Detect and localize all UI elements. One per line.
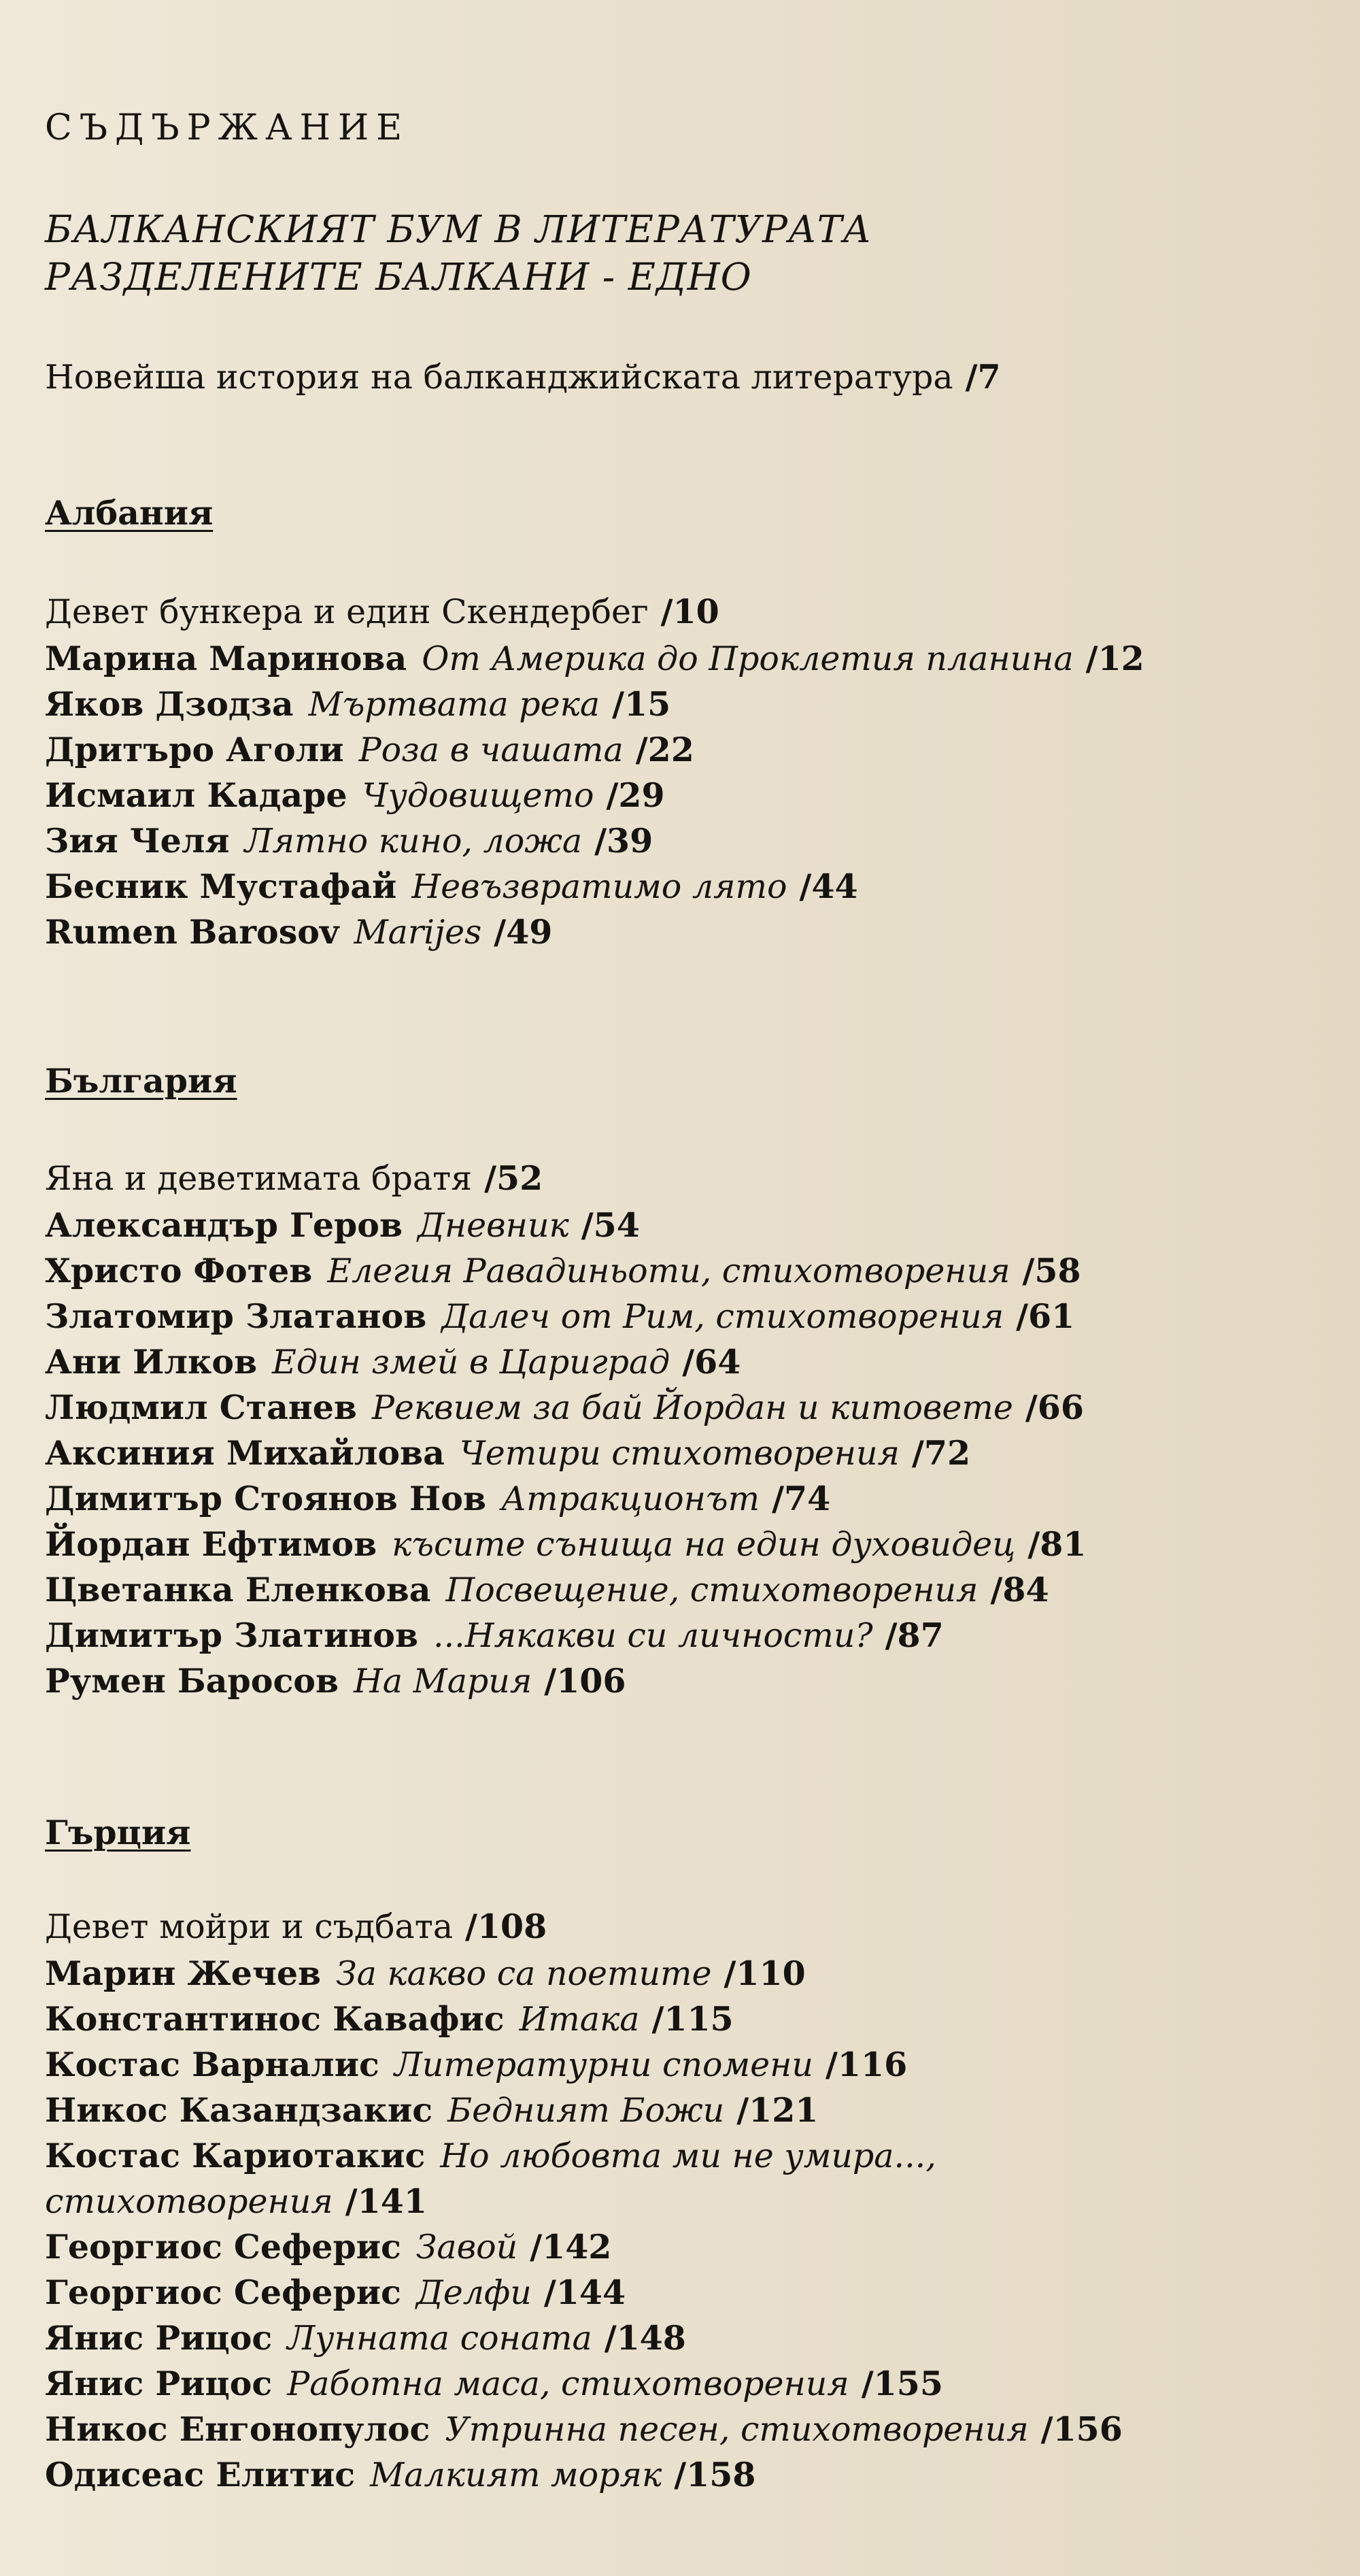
page-number: /72 xyxy=(911,1433,971,1473)
page-number: /158 xyxy=(674,2455,756,2494)
entry-author: Никос Казандзакис xyxy=(45,2090,433,2130)
page-number: /44 xyxy=(799,867,858,906)
entry-author: Одисеас Елитис xyxy=(45,2455,356,2494)
entry-title: Елегия Равадиньоти, стихотворения xyxy=(327,1252,1010,1290)
toc-entry xyxy=(45,1297,1074,1336)
page-number: /148 xyxy=(604,2318,686,2358)
page-number: /61 xyxy=(1016,1297,1075,1336)
entry-title: Завой xyxy=(415,2228,518,2266)
page-number: /155 xyxy=(861,2364,943,2403)
toc-entry xyxy=(45,2409,1123,2449)
entry-author: Цветанка Еленкова xyxy=(45,1570,431,1609)
entry-title: Атракционът xyxy=(501,1479,760,1518)
page-number: /58 xyxy=(1022,1251,1081,1290)
page-number: /156 xyxy=(1040,2409,1123,2449)
intro-entry xyxy=(45,357,1001,397)
page-number: /87 xyxy=(885,1616,944,1655)
entry-author: Аксиния Михайлова xyxy=(45,1433,445,1473)
page-number: /39 xyxy=(594,821,653,860)
entry-title: късите сънища на един духовидец xyxy=(392,1525,1016,1564)
entry-title: ...Някакви си личности? xyxy=(433,1616,873,1655)
entry-title: Посвещение, стихотворения xyxy=(445,1571,979,1609)
toc-entry xyxy=(45,2045,907,2084)
entry-author: Никос Енгонопулос xyxy=(45,2409,430,2449)
subtitle-line-2: РАЗДЕЛЕНИТЕ БАЛКАНИ - ЕДНО xyxy=(45,255,752,299)
entry-author: Георгиос Сеферис xyxy=(45,2227,401,2266)
page-title: СЪДЪРЖАНИЕ xyxy=(45,107,410,148)
toc-entry xyxy=(45,1999,734,2039)
page-number: /144 xyxy=(543,2273,626,2312)
page-number: /142 xyxy=(530,2227,612,2266)
toc-entry xyxy=(45,2364,943,2403)
page-number: /74 xyxy=(772,1479,831,1518)
toc-entry xyxy=(45,1433,970,1473)
toc-entry xyxy=(45,2455,755,2494)
page-number: /141 xyxy=(345,2181,427,2221)
page-number: /84 xyxy=(990,1570,1049,1609)
toc-entry xyxy=(45,1388,1084,1427)
entry-title: Реквием за бай Йордан и китовете xyxy=(371,1388,1013,1427)
toc-entry xyxy=(45,775,665,815)
entry-title: Малкият моряк xyxy=(370,2456,662,2494)
entry-author: Зия Челя xyxy=(45,821,230,860)
entry-author: Димитър Златинов xyxy=(45,1616,419,1655)
page-number: /52 xyxy=(484,1158,543,1198)
toc-entry xyxy=(45,684,670,724)
entry-title: Яна и деветимата братя xyxy=(45,1159,473,1198)
section-intro xyxy=(45,1158,543,1198)
entry-title: Девет бункера и един Скендербег xyxy=(45,592,649,631)
toc-entry xyxy=(45,2090,818,2130)
page-number: /115 xyxy=(651,1999,734,2039)
entry-author: Костас Кариотакис xyxy=(45,2136,426,2175)
section-intro xyxy=(45,1907,547,1946)
page-number: /29 xyxy=(606,775,665,815)
entry-title: Четири стихотворения xyxy=(459,1434,900,1473)
entry-author: Бесник Мустафай xyxy=(45,867,397,906)
entry-author: Исмаил Кадаре xyxy=(45,775,347,815)
toc-entry xyxy=(45,867,858,906)
entry-author: Янис Рицос xyxy=(45,2364,273,2403)
page-number: /110 xyxy=(724,1954,806,1993)
page-number: /116 xyxy=(826,2045,908,2084)
toc-entry xyxy=(45,1524,1086,1564)
toc-entry xyxy=(45,2136,949,2175)
entry-title: Далеч от Рим, стихотворения xyxy=(441,1297,1004,1336)
entry-title: От Америка до Проклетия планина xyxy=(422,639,1074,678)
entry-author: Дритъро Аголи xyxy=(45,730,344,769)
entry-title: На Мария xyxy=(354,1662,532,1701)
entry-title: Marijes xyxy=(354,913,482,952)
entry-title: Новейша история на балканджийската литература xyxy=(45,358,953,397)
toc-entry xyxy=(45,2318,686,2358)
entry-title: За какво са поетите xyxy=(336,1954,712,1993)
entry-author: Марина Маринова xyxy=(45,639,407,678)
page-number: /81 xyxy=(1027,1524,1087,1564)
entry-title: Роза в чашата xyxy=(358,731,624,769)
entry-title: Итака xyxy=(519,2000,640,2039)
entry-title: Но любовта ми не умира..., xyxy=(440,2137,936,2175)
entry-title: Лунната соната xyxy=(287,2319,592,2358)
entry-author: Румен Баросов xyxy=(45,1661,339,1701)
page-number: /64 xyxy=(682,1342,741,1382)
page-number: /15 xyxy=(612,684,671,724)
toc-entry xyxy=(45,1661,626,1701)
page-number: /108 xyxy=(465,1907,547,1946)
entry-title: Работна маса, стихотворения xyxy=(287,2364,849,2403)
entry-author: Йордан Ефтимов xyxy=(45,1524,377,1564)
toc-entry xyxy=(45,912,552,952)
toc-entry xyxy=(45,2227,611,2266)
entry-title: Чудовището xyxy=(362,776,594,815)
entry-author: Марин Жечев xyxy=(45,1954,322,1993)
entry-title: стихотворения xyxy=(45,2182,333,2221)
entry-title: Девет мойри и съдбата xyxy=(45,1907,454,1946)
toc-entry xyxy=(45,639,1144,678)
page-number: /66 xyxy=(1025,1388,1084,1427)
page-number: /10 xyxy=(660,592,719,631)
page-number: /22 xyxy=(635,730,694,769)
page-number: /7 xyxy=(965,357,1001,397)
entry-author: Константинос Кавафис xyxy=(45,1999,505,2039)
entry-author: Янис Рицос xyxy=(45,2318,273,2358)
toc-entry xyxy=(45,1342,741,1382)
toc-entry xyxy=(45,1479,830,1518)
page-number: /121 xyxy=(736,2090,819,2130)
page-number: /12 xyxy=(1085,639,1144,678)
entry-title: Дневник xyxy=(418,1206,569,1245)
toc-entry xyxy=(45,1954,806,1993)
toc-entry xyxy=(45,730,694,769)
toc-entry xyxy=(45,1570,1049,1609)
entry-author: Ани Илков xyxy=(45,1342,258,1382)
entry-author: Георгиос Сеферис xyxy=(45,2273,401,2312)
entry-title: Делфи xyxy=(415,2273,532,2312)
entry-title: Невъзвратимо лято xyxy=(411,867,787,906)
toc-entry xyxy=(45,1205,640,1245)
entry-title: Един змей в Цариград xyxy=(272,1343,670,1382)
toc-entry xyxy=(45,2273,626,2312)
entry-author: Христо Фотев xyxy=(45,1251,313,1290)
entry-title: Лятно кино, ложа xyxy=(244,822,583,860)
entry-author: Rumen Barosov xyxy=(45,912,339,952)
page-number: /54 xyxy=(581,1205,640,1245)
toc-entry xyxy=(45,1251,1081,1290)
entry-author: Людмил Станев xyxy=(45,1388,357,1427)
page-number: /106 xyxy=(544,1661,626,1701)
entry-title: Литературни спомени xyxy=(394,2045,813,2084)
entry-author: Яков Дзодза xyxy=(45,684,294,724)
entry-author: Костас Варналис xyxy=(45,2045,379,2084)
section-greece: Гърция xyxy=(45,1813,191,1852)
entry-title: Утринна песен, стихотворения xyxy=(445,2410,1029,2449)
section-intro xyxy=(45,592,719,631)
entry-author: Димитър Стоянов Нов xyxy=(45,1479,487,1518)
section-albania: Албания xyxy=(45,493,214,533)
toc-entry-continuation xyxy=(45,2181,427,2221)
subtitle-line-1: БАЛКАНСКИЯТ БУМ В ЛИТЕРАТУРАТА xyxy=(45,207,872,251)
entry-title: Мъртвата река xyxy=(308,685,600,724)
toc-entry xyxy=(45,821,653,860)
entry-author: Александър Геров xyxy=(45,1205,403,1245)
section-bulgaria: България xyxy=(45,1061,237,1101)
toc-entry xyxy=(45,1616,944,1655)
entry-author: Златомир Златанов xyxy=(45,1297,427,1336)
page-number: /49 xyxy=(494,912,553,952)
entry-title: Бедният Божи xyxy=(447,2091,725,2130)
